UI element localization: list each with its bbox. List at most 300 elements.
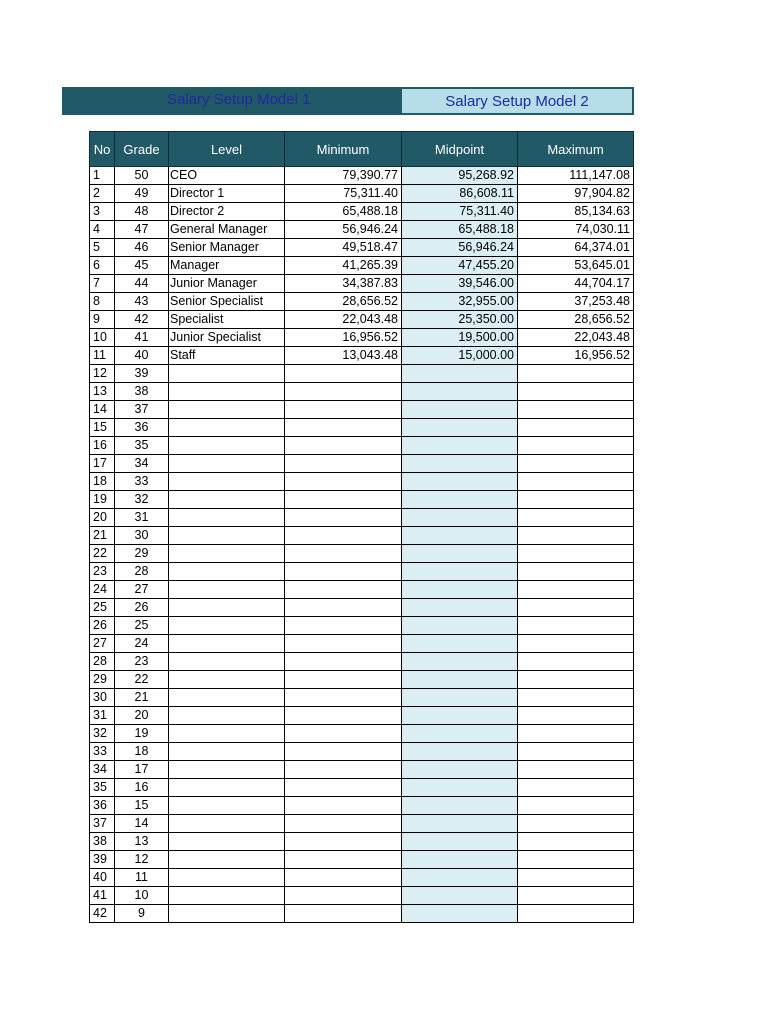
table-row: [90, 185, 634, 203]
grade-cell[interactable]: 31: [115, 509, 169, 527]
table-row: [90, 869, 634, 887]
no-cell[interactable]: 7: [90, 275, 115, 293]
table-row: [90, 455, 634, 473]
maximum-cell[interactable]: [518, 527, 634, 545]
table-row: [90, 311, 634, 329]
level-cell[interactable]: [169, 743, 285, 761]
midpoint-cell[interactable]: [402, 581, 518, 599]
level-cell[interactable]: [169, 869, 285, 887]
no-cell[interactable]: 37: [90, 815, 115, 833]
level-cell[interactable]: [169, 473, 285, 491]
level-cell[interactable]: [169, 851, 285, 869]
minimum-cell[interactable]: 16,956.52: [285, 329, 402, 347]
grade-cell[interactable]: 32: [115, 491, 169, 509]
minimum-cell[interactable]: [285, 473, 402, 491]
level-cell[interactable]: CEO: [169, 167, 285, 185]
level-cell[interactable]: General Manager: [169, 221, 285, 239]
midpoint-cell[interactable]: 56,946.24: [402, 239, 518, 257]
grade-cell[interactable]: 13: [115, 833, 169, 851]
no-cell[interactable]: 38: [90, 833, 115, 851]
level-cell[interactable]: [169, 599, 285, 617]
maximum-cell[interactable]: [518, 779, 634, 797]
no-cell[interactable]: 11: [90, 347, 115, 365]
minimum-cell[interactable]: [285, 617, 402, 635]
table-row: [90, 833, 634, 851]
table-row: [90, 617, 634, 635]
level-cell[interactable]: [169, 905, 285, 923]
level-cell[interactable]: Senior Manager: [169, 239, 285, 257]
grade-cell[interactable]: 40: [115, 347, 169, 365]
header-minimum[interactable]: Minimum: [285, 132, 402, 167]
midpoint-cell[interactable]: [402, 797, 518, 815]
minimum-cell[interactable]: [285, 545, 402, 563]
level-cell[interactable]: [169, 455, 285, 473]
no-cell[interactable]: 27: [90, 635, 115, 653]
midpoint-cell[interactable]: [402, 707, 518, 725]
maximum-cell[interactable]: 37,253.48: [518, 293, 634, 311]
level-cell[interactable]: Senior Specialist: [169, 293, 285, 311]
level-cell[interactable]: Staff: [169, 347, 285, 365]
level-cell[interactable]: Manager: [169, 257, 285, 275]
minimum-cell[interactable]: 79,390.77: [285, 167, 402, 185]
level-cell[interactable]: [169, 509, 285, 527]
table-row: [90, 761, 634, 779]
midpoint-cell[interactable]: [402, 617, 518, 635]
midpoint-cell[interactable]: [402, 743, 518, 761]
maximum-cell[interactable]: 97,904.82: [518, 185, 634, 203]
maximum-cell[interactable]: [518, 383, 634, 401]
maximum-cell[interactable]: [518, 419, 634, 437]
header-midpoint[interactable]: Midpoint: [402, 132, 518, 167]
level-cell[interactable]: [169, 761, 285, 779]
minimum-cell[interactable]: 41,265.39: [285, 257, 402, 275]
maximum-cell[interactable]: [518, 743, 634, 761]
midpoint-cell[interactable]: [402, 365, 518, 383]
level-cell[interactable]: [169, 545, 285, 563]
no-cell[interactable]: 14: [90, 401, 115, 419]
minimum-cell[interactable]: [285, 869, 402, 887]
table-row: [90, 167, 634, 185]
minimum-cell[interactable]: [285, 437, 402, 455]
midpoint-cell[interactable]: [402, 599, 518, 617]
no-cell[interactable]: 8: [90, 293, 115, 311]
no-cell[interactable]: 13: [90, 383, 115, 401]
minimum-cell[interactable]: 56,946.24: [285, 221, 402, 239]
minimum-cell[interactable]: [285, 689, 402, 707]
grade-cell[interactable]: 26: [115, 599, 169, 617]
table-row: [90, 581, 634, 599]
minimum-cell[interactable]: 49,518.47: [285, 239, 402, 257]
maximum-cell[interactable]: [518, 545, 634, 563]
table-row: [90, 509, 634, 527]
maximum-cell[interactable]: 64,374.01: [518, 239, 634, 257]
maximum-cell[interactable]: 28,656.52: [518, 311, 634, 329]
level-cell[interactable]: [169, 725, 285, 743]
grade-cell[interactable]: 44: [115, 275, 169, 293]
table-row: [90, 653, 634, 671]
level-cell[interactable]: [169, 635, 285, 653]
model-tab-bar: [62, 87, 634, 115]
no-cell[interactable]: 22: [90, 545, 115, 563]
midpoint-cell[interactable]: [402, 905, 518, 923]
midpoint-cell[interactable]: [402, 563, 518, 581]
tab-salary-setup-model-1[interactable]: Salary Setup Model 1: [167, 91, 311, 108]
minimum-cell[interactable]: [285, 527, 402, 545]
grade-cell[interactable]: 16: [115, 779, 169, 797]
table-row: [90, 671, 634, 689]
no-cell[interactable]: 6: [90, 257, 115, 275]
grade-cell[interactable]: 46: [115, 239, 169, 257]
midpoint-cell[interactable]: 39,546.00: [402, 275, 518, 293]
grade-cell[interactable]: 10: [115, 887, 169, 905]
minimum-cell[interactable]: [285, 599, 402, 617]
minimum-cell[interactable]: [285, 563, 402, 581]
level-cell[interactable]: [169, 491, 285, 509]
no-cell[interactable]: 33: [90, 743, 115, 761]
no-cell[interactable]: 39: [90, 851, 115, 869]
midpoint-cell[interactable]: [402, 869, 518, 887]
table-row: [90, 779, 634, 797]
grade-cell[interactable]: 38: [115, 383, 169, 401]
minimum-cell[interactable]: 75,311.40: [285, 185, 402, 203]
no-cell[interactable]: 34: [90, 761, 115, 779]
midpoint-cell[interactable]: [402, 761, 518, 779]
midpoint-cell[interactable]: 25,350.00: [402, 311, 518, 329]
midpoint-cell[interactable]: [402, 509, 518, 527]
salary-table-body: [90, 167, 634, 923]
grade-cell[interactable]: 17: [115, 761, 169, 779]
midpoint-cell[interactable]: 15,000.00: [402, 347, 518, 365]
midpoint-cell[interactable]: 75,311.40: [402, 203, 518, 221]
level-cell[interactable]: [169, 707, 285, 725]
midpoint-cell[interactable]: [402, 815, 518, 833]
maximum-cell[interactable]: [518, 617, 634, 635]
maximum-cell[interactable]: [518, 797, 634, 815]
maximum-cell[interactable]: 111,147.08: [518, 167, 634, 185]
grade-cell[interactable]: 39: [115, 365, 169, 383]
minimum-cell[interactable]: [285, 707, 402, 725]
maximum-cell[interactable]: [518, 473, 634, 491]
no-cell[interactable]: 40: [90, 869, 115, 887]
maximum-cell[interactable]: [518, 581, 634, 599]
table-row: [90, 743, 634, 761]
no-cell[interactable]: 25: [90, 599, 115, 617]
grade-cell[interactable]: 19: [115, 725, 169, 743]
midpoint-cell[interactable]: [402, 671, 518, 689]
header-grade[interactable]: Grade: [115, 132, 169, 167]
grade-cell[interactable]: 36: [115, 419, 169, 437]
table-row: [90, 383, 634, 401]
maximum-cell[interactable]: 85,134.63: [518, 203, 634, 221]
maximum-cell[interactable]: [518, 671, 634, 689]
table-row: [90, 437, 634, 455]
no-cell[interactable]: 19: [90, 491, 115, 509]
no-cell[interactable]: 18: [90, 473, 115, 491]
table-row: [90, 491, 634, 509]
maximum-cell[interactable]: [518, 707, 634, 725]
level-cell[interactable]: [169, 383, 285, 401]
minimum-cell[interactable]: [285, 833, 402, 851]
level-cell[interactable]: [169, 401, 285, 419]
grade-cell[interactable]: 14: [115, 815, 169, 833]
no-cell[interactable]: 28: [90, 653, 115, 671]
maximum-cell[interactable]: [518, 869, 634, 887]
midpoint-cell[interactable]: [402, 545, 518, 563]
no-cell[interactable]: 17: [90, 455, 115, 473]
level-cell[interactable]: [169, 563, 285, 581]
grade-cell[interactable]: 37: [115, 401, 169, 419]
grade-cell[interactable]: 42: [115, 311, 169, 329]
grade-cell[interactable]: 24: [115, 635, 169, 653]
grade-cell[interactable]: 35: [115, 437, 169, 455]
level-cell[interactable]: [169, 617, 285, 635]
table-row: [90, 797, 634, 815]
midpoint-cell[interactable]: [402, 887, 518, 905]
table-row: [90, 635, 634, 653]
maximum-cell[interactable]: [518, 653, 634, 671]
minimum-cell[interactable]: [285, 365, 402, 383]
midpoint-cell[interactable]: [402, 851, 518, 869]
minimum-cell[interactable]: [285, 509, 402, 527]
level-cell[interactable]: Junior Specialist: [169, 329, 285, 347]
midpoint-cell[interactable]: [402, 383, 518, 401]
minimum-cell[interactable]: [285, 671, 402, 689]
grade-cell[interactable]: 18: [115, 743, 169, 761]
maximum-cell[interactable]: [518, 365, 634, 383]
grade-cell[interactable]: 20: [115, 707, 169, 725]
minimum-cell[interactable]: [285, 581, 402, 599]
grade-cell[interactable]: 47: [115, 221, 169, 239]
level-cell[interactable]: [169, 797, 285, 815]
no-cell[interactable]: 30: [90, 689, 115, 707]
table-row: [90, 203, 634, 221]
no-cell[interactable]: 24: [90, 581, 115, 599]
grade-cell[interactable]: 30: [115, 527, 169, 545]
midpoint-cell[interactable]: [402, 527, 518, 545]
table-row: [90, 347, 634, 365]
table-row: [90, 329, 634, 347]
maximum-cell[interactable]: [518, 455, 634, 473]
midpoint-cell[interactable]: 65,488.18: [402, 221, 518, 239]
grade-cell[interactable]: 25: [115, 617, 169, 635]
maximum-cell[interactable]: [518, 815, 634, 833]
no-cell[interactable]: 9: [90, 311, 115, 329]
grade-cell[interactable]: 12: [115, 851, 169, 869]
grade-cell[interactable]: 29: [115, 545, 169, 563]
level-cell[interactable]: [169, 689, 285, 707]
maximum-cell[interactable]: 74,030.11: [518, 221, 634, 239]
table-row: [90, 365, 634, 383]
midpoint-cell[interactable]: [402, 401, 518, 419]
tab-salary-setup-model-2[interactable]: Salary Setup Model 2: [400, 87, 634, 115]
header-level[interactable]: Level: [169, 132, 285, 167]
grade-cell[interactable]: 9: [115, 905, 169, 923]
minimum-cell[interactable]: [285, 797, 402, 815]
grade-cell[interactable]: 23: [115, 653, 169, 671]
minimum-cell[interactable]: 34,387.83: [285, 275, 402, 293]
no-cell[interactable]: 31: [90, 707, 115, 725]
minimum-cell[interactable]: [285, 851, 402, 869]
table-row: [90, 905, 634, 923]
no-cell[interactable]: 16: [90, 437, 115, 455]
table-row: [90, 599, 634, 617]
no-cell[interactable]: 29: [90, 671, 115, 689]
no-cell[interactable]: 3: [90, 203, 115, 221]
minimum-cell[interactable]: [285, 725, 402, 743]
minimum-cell[interactable]: [285, 635, 402, 653]
minimum-cell[interactable]: [285, 887, 402, 905]
midpoint-cell[interactable]: 19,500.00: [402, 329, 518, 347]
maximum-cell[interactable]: 22,043.48: [518, 329, 634, 347]
midpoint-cell[interactable]: [402, 779, 518, 797]
table-row: [90, 689, 634, 707]
maximum-cell[interactable]: [518, 725, 634, 743]
grade-cell[interactable]: 49: [115, 185, 169, 203]
level-cell[interactable]: [169, 419, 285, 437]
maximum-cell[interactable]: [518, 761, 634, 779]
midpoint-cell[interactable]: [402, 437, 518, 455]
minimum-cell[interactable]: 65,488.18: [285, 203, 402, 221]
maximum-cell[interactable]: [518, 887, 634, 905]
minimum-cell[interactable]: [285, 455, 402, 473]
level-cell[interactable]: [169, 887, 285, 905]
no-cell[interactable]: 2: [90, 185, 115, 203]
midpoint-cell[interactable]: 86,608.11: [402, 185, 518, 203]
maximum-cell[interactable]: [518, 491, 634, 509]
level-cell[interactable]: [169, 527, 285, 545]
midpoint-cell[interactable]: 95,268.92: [402, 167, 518, 185]
no-cell[interactable]: 12: [90, 365, 115, 383]
minimum-cell[interactable]: 13,043.48: [285, 347, 402, 365]
grade-cell[interactable]: 41: [115, 329, 169, 347]
table-row: [90, 815, 634, 833]
maximum-cell[interactable]: 16,956.52: [518, 347, 634, 365]
grade-cell[interactable]: 34: [115, 455, 169, 473]
grade-cell[interactable]: 33: [115, 473, 169, 491]
table-row: [90, 563, 634, 581]
no-cell[interactable]: 10: [90, 329, 115, 347]
minimum-cell[interactable]: [285, 419, 402, 437]
level-cell[interactable]: [169, 653, 285, 671]
midpoint-cell[interactable]: [402, 833, 518, 851]
minimum-cell[interactable]: 22,043.48: [285, 311, 402, 329]
maximum-cell[interactable]: [518, 851, 634, 869]
grade-cell[interactable]: 45: [115, 257, 169, 275]
level-cell[interactable]: Junior Manager: [169, 275, 285, 293]
grade-cell[interactable]: 43: [115, 293, 169, 311]
table-row: [90, 473, 634, 491]
grade-cell[interactable]: 11: [115, 869, 169, 887]
midpoint-cell[interactable]: 47,455.20: [402, 257, 518, 275]
header-maximum[interactable]: Maximum: [518, 132, 634, 167]
maximum-cell[interactable]: [518, 599, 634, 617]
no-cell[interactable]: 41: [90, 887, 115, 905]
maximum-cell[interactable]: [518, 905, 634, 923]
no-cell[interactable]: 36: [90, 797, 115, 815]
maximum-cell[interactable]: 53,645.01: [518, 257, 634, 275]
grade-cell[interactable]: 28: [115, 563, 169, 581]
no-cell[interactable]: 1: [90, 167, 115, 185]
maximum-cell[interactable]: [518, 833, 634, 851]
grade-cell[interactable]: 21: [115, 689, 169, 707]
table-row: [90, 257, 634, 275]
no-cell[interactable]: 42: [90, 905, 115, 923]
level-cell[interactable]: Specialist: [169, 311, 285, 329]
table-row: [90, 725, 634, 743]
no-cell[interactable]: 4: [90, 221, 115, 239]
grade-cell[interactable]: 22: [115, 671, 169, 689]
midpoint-cell[interactable]: [402, 455, 518, 473]
no-cell[interactable]: 20: [90, 509, 115, 527]
level-cell[interactable]: [169, 365, 285, 383]
midpoint-cell[interactable]: [402, 473, 518, 491]
level-cell[interactable]: [169, 833, 285, 851]
no-cell[interactable]: 5: [90, 239, 115, 257]
no-cell[interactable]: 26: [90, 617, 115, 635]
no-cell[interactable]: 21: [90, 527, 115, 545]
minimum-cell[interactable]: [285, 383, 402, 401]
minimum-cell[interactable]: [285, 779, 402, 797]
minimum-cell[interactable]: [285, 401, 402, 419]
no-cell[interactable]: 32: [90, 725, 115, 743]
minimum-cell[interactable]: [285, 743, 402, 761]
no-cell[interactable]: 15: [90, 419, 115, 437]
level-cell[interactable]: [169, 815, 285, 833]
level-cell[interactable]: [169, 437, 285, 455]
grade-cell[interactable]: 48: [115, 203, 169, 221]
maximum-cell[interactable]: [518, 509, 634, 527]
salary-table-header: [90, 132, 634, 167]
minimum-cell[interactable]: [285, 815, 402, 833]
level-cell[interactable]: [169, 581, 285, 599]
header-no[interactable]: No: [90, 132, 115, 167]
table-row: [90, 221, 634, 239]
table-row: [90, 401, 634, 419]
maximum-cell[interactable]: 44,704.17: [518, 275, 634, 293]
level-cell[interactable]: [169, 779, 285, 797]
table-row: [90, 239, 634, 257]
table-row: [90, 527, 634, 545]
maximum-cell[interactable]: [518, 635, 634, 653]
midpoint-cell[interactable]: [402, 653, 518, 671]
midpoint-cell[interactable]: [402, 725, 518, 743]
minimum-cell[interactable]: 28,656.52: [285, 293, 402, 311]
midpoint-cell[interactable]: 32,955.00: [402, 293, 518, 311]
grade-cell[interactable]: 50: [115, 167, 169, 185]
midpoint-cell[interactable]: [402, 491, 518, 509]
maximum-cell[interactable]: [518, 563, 634, 581]
grade-cell[interactable]: 15: [115, 797, 169, 815]
minimum-cell[interactable]: [285, 653, 402, 671]
no-cell[interactable]: 35: [90, 779, 115, 797]
no-cell[interactable]: 23: [90, 563, 115, 581]
level-cell[interactable]: Director 2: [169, 203, 285, 221]
minimum-cell[interactable]: [285, 761, 402, 779]
minimum-cell[interactable]: [285, 491, 402, 509]
maximum-cell[interactable]: [518, 437, 634, 455]
maximum-cell[interactable]: [518, 689, 634, 707]
grade-cell[interactable]: 27: [115, 581, 169, 599]
minimum-cell[interactable]: [285, 905, 402, 923]
midpoint-cell[interactable]: [402, 635, 518, 653]
salary-table: [89, 131, 634, 923]
level-cell[interactable]: Director 1: [169, 185, 285, 203]
level-cell[interactable]: [169, 671, 285, 689]
table-row: [90, 419, 634, 437]
maximum-cell[interactable]: [518, 401, 634, 419]
midpoint-cell[interactable]: [402, 689, 518, 707]
midpoint-cell[interactable]: [402, 419, 518, 437]
